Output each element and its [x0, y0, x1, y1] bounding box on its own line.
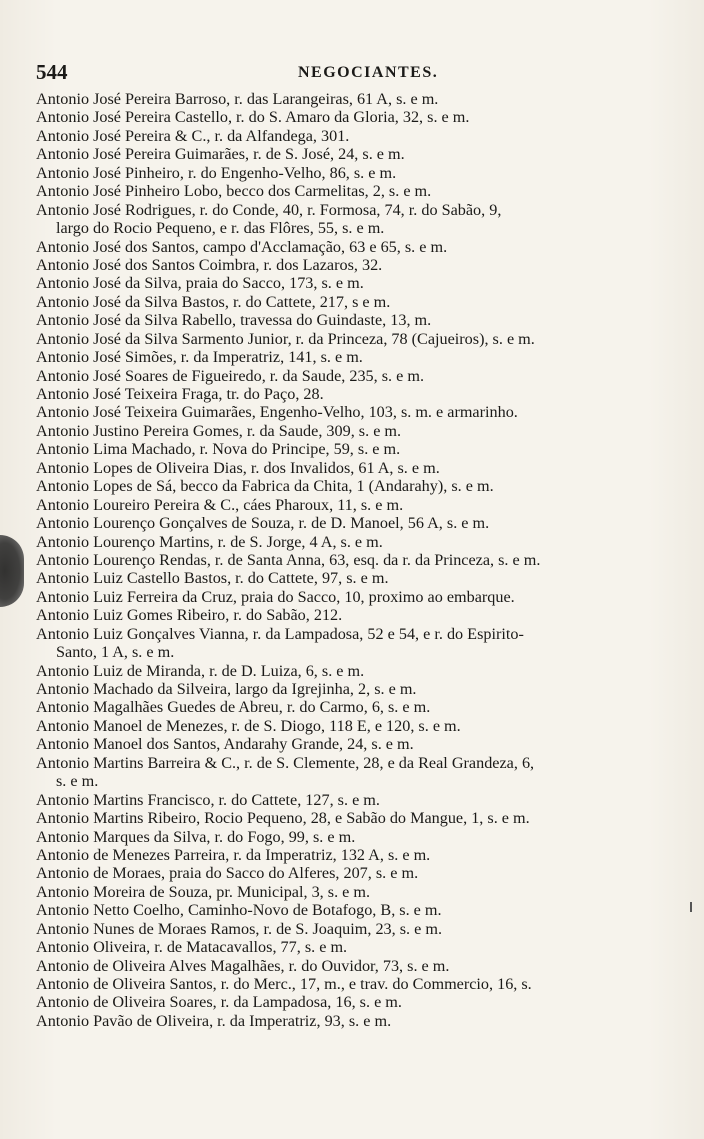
merchant-entry — [36, 809, 684, 827]
merchant-entry — [36, 846, 684, 864]
merchant-entry — [36, 828, 684, 846]
merchant-entry — [36, 864, 684, 882]
merchant-entry — [36, 385, 684, 403]
merchant-entry — [36, 496, 684, 514]
entry-line: Antonio Manoel de Menezes, r. de S. Diogo, 118 E, e 120, s. e m. — [36, 716, 461, 735]
merchant-entry — [36, 533, 684, 551]
entry-line: Antonio de Oliveira Santos, r. do Merc., 17, m., e trav. do Commercio, 16, s. — [36, 975, 532, 993]
merchant-entry — [36, 791, 684, 809]
merchant-entry — [36, 348, 684, 366]
entry-line: Antonio Martins Barreira & C., r. de S. Clemente, 28, e da Real Grandeza, 6, — [36, 753, 535, 772]
entry-line: Antonio José Pereira Barroso, r. das Larangeiras, 61 A, s. e m. — [36, 90, 439, 108]
entry-line: Antonio Luiz de Miranda, r. de D. Luiza, 6, s. e m. — [36, 661, 365, 680]
merchant-entry — [36, 975, 684, 993]
entry-line: Antonio José dos Santos Coimbra, r. dos Lazaros, 32. — [36, 255, 383, 274]
entry-line: Antonio José Pereira & C., r. da Alfandega, 301. — [36, 126, 350, 145]
merchant-entry — [36, 182, 684, 200]
entry-line: Antonio Martins Francisco, r. do Cattete, 127, s. e m. — [36, 790, 380, 809]
entry-line: Antonio Lourenço Rendas, r. de Santa Anna, 63, esq. da r. da Princeza, s. e m. — [36, 550, 541, 569]
entry-line: Antonio Luiz Castello Bastos, r. do Cattete, 97, s. e m. — [36, 569, 389, 588]
entry-line: Antonio José da Silva Bastos, r. do Cattete, 217, s e m. — [36, 292, 391, 311]
entry-line: Antonio Luiz Ferreira da Cruz, praia do Sacco, 10, proximo ao embarque. — [36, 587, 515, 606]
merchant-entry — [36, 256, 684, 274]
merchant-entry — [36, 440, 684, 458]
merchant-entry — [36, 551, 684, 569]
merchant-entry — [36, 717, 684, 735]
merchant-entry — [36, 938, 684, 956]
entry-line: Antonio José Pinheiro, r. do Engenho-Velho, 86, s. e m. — [36, 163, 397, 182]
entry-line: Antonio Lima Machado, r. Nova do Principe, 59, s. e m. — [36, 440, 401, 459]
merchant-entry — [36, 127, 684, 145]
binding-hole-mark — [0, 535, 24, 607]
entry-line: Antonio Pavão de Oliveira, r. da Imperatriz, 93, s. e m. — [36, 1011, 392, 1030]
merchant-entry — [36, 901, 684, 919]
entry-line: Antonio Magalhães Guedes de Abreu, r. do Carmo, 6, s. e m. — [36, 698, 431, 717]
merchant-entry — [36, 993, 684, 1011]
entry-line: Antonio José Rodrigues, r. do Conde, 40, r. Formosa, 74, r. do Sabão, 9, — [36, 200, 502, 219]
merchant-entry — [36, 311, 684, 329]
merchant-entry — [36, 477, 684, 495]
merchant-entry — [36, 569, 684, 587]
merchant-entry — [36, 680, 684, 698]
merchant-entry — [36, 201, 684, 238]
entry-line: Antonio José da Silva, praia do Sacco, 173, s. e m. — [36, 274, 364, 293]
merchant-entry — [36, 514, 684, 532]
merchant-entry — [36, 606, 684, 624]
merchant-entry — [36, 625, 684, 662]
entry-line: Antonio Nunes de Moraes Ramos, r. de S. Joaquim, 23, s. e m. — [36, 919, 442, 938]
entry-line: Antonio José Pereira Guimarães, r. de S. José, 24, s. e m. — [36, 145, 405, 164]
entry-continuation-line: s. e m. — [56, 772, 99, 791]
entry-line: Antonio Manoel dos Santos, Andarahy Grande, 24, s. e m. — [36, 735, 414, 754]
merchant-entry — [36, 238, 684, 256]
entry-line: Antonio de Oliveira Soares, r. da Lampadosa, 16, s. e m. — [36, 993, 402, 1012]
entry-line: Antonio José Teixeira Fraga, tr. do Paço, 28. — [36, 385, 324, 403]
entry-line: Antonio Justino Pereira Gomes, r. da Saude, 309, s. e m. — [36, 421, 402, 440]
entry-line: Antonio José dos Santos, campo d'Acclamação, 63 e 65, s. e m. — [36, 237, 448, 256]
entry-line: Antonio José Pinheiro Lobo, becco dos Carmelitas, 2, s. e m. — [36, 182, 432, 201]
merchant-entry — [36, 403, 684, 421]
entry-line: Antonio Luiz Gomes Ribeiro, r. do Sabão, 212. — [36, 606, 343, 625]
entry-line: Antonio Loureiro Pereira & C., cáes Pharoux, 11, s. e m. — [36, 495, 404, 514]
merchant-entry — [36, 883, 684, 901]
merchant-entry — [36, 698, 684, 716]
merchant-entry — [36, 422, 684, 440]
entry-line: Antonio Luiz Gonçalves Vianna, r. da Lampadosa, 52 e 54, e r. do Espirito- — [36, 624, 524, 643]
merchant-entry — [36, 330, 684, 348]
page-header — [36, 60, 676, 86]
entry-continuation-line: largo do Rocio Pequeno, e r. das Flôres, 55, s. e m. — [56, 219, 385, 238]
margin-mark — [690, 902, 692, 912]
entry-line: Antonio José Teixeira Guimarães, Engenho-Velho, 103, s. m. e armarinho. — [36, 403, 518, 422]
merchant-list — [36, 90, 684, 1030]
merchant-entry — [36, 459, 684, 477]
entry-line: Antonio Lourenço Gonçalves de Souza, r. de D. Manoel, 56 A, s. e m. — [36, 514, 490, 533]
entry-line: Antonio Oliveira, r. de Matacavallos, 77, s. e m. — [36, 938, 348, 957]
page-number: 544 — [36, 60, 68, 84]
merchant-entry — [36, 145, 684, 163]
entry-line: Antonio Netto Coelho, Caminho-Novo de Botafogo, B, s. e m. — [36, 901, 442, 920]
entry-line: Antonio de Oliveira Alves Magalhães, r. do Ouvidor, 73, s. e m. — [36, 956, 450, 975]
entry-line: Antonio de Menezes Parreira, r. da Imperatriz, 132 A, s. e m. — [36, 845, 431, 864]
merchant-entry — [36, 367, 684, 385]
entry-line: Antonio José da Silva Rabello, travessa do Guindaste, 13, m. — [36, 311, 432, 330]
merchant-entry — [36, 735, 684, 753]
merchant-entry — [36, 274, 684, 292]
merchant-entry — [36, 662, 684, 680]
entry-line: Antonio Lourenço Martins, r. de S. Jorge, 4 A, s. e m. — [36, 532, 383, 551]
entry-line: Antonio José da Silva Sarmento Junior, r. da Princeza, 78 (Cajueiros), s. e m. — [36, 329, 535, 348]
entry-line: Antonio José Pereira Castello, r. do S. Amaro da Gloria, 32, s. e m. — [36, 108, 470, 127]
entry-line: Antonio de Moraes, praia do Sacco do Alferes, 207, s. e m. — [36, 864, 419, 883]
entry-line: Antonio Lopes de Oliveira Dias, r. dos Invalidos, 61 A, s. e m. — [36, 458, 440, 477]
merchant-entry — [36, 108, 684, 126]
entry-line: Antonio Moreira de Souza, pr. Municipal, 3, s. e m. — [36, 882, 371, 901]
merchant-entry — [36, 90, 684, 108]
entry-line: Antonio Lopes de Sá, becco da Fabrica da Chita, 1 (Andarahy), s. e m. — [36, 477, 494, 496]
merchant-entry — [36, 164, 684, 182]
merchant-entry — [36, 754, 684, 791]
entry-line: Antonio José Simões, r. da Imperatriz, 141, s. e m. — [36, 348, 363, 367]
entry-continuation-line: Santo, 1 A, s. e m. — [56, 643, 175, 662]
running-title: NEGOCIANTES. — [298, 64, 439, 81]
merchant-entry — [36, 957, 684, 975]
merchant-entry — [36, 920, 684, 938]
merchant-entry — [36, 293, 684, 311]
entry-line: Antonio José Soares de Figueiredo, r. da Saude, 235, s. e m. — [36, 366, 424, 385]
merchant-entry — [36, 588, 684, 606]
entry-line: Antonio Marques da Silva, r. do Fogo, 99, s. e m. — [36, 827, 356, 846]
entry-line: Antonio Machado da Silveira, largo da Igrejinha, 2, s. e m. — [36, 680, 417, 698]
merchant-entry — [36, 1012, 684, 1030]
entry-line: Antonio Martins Ribeiro, Rocio Pequeno, 28, e Sabão do Mangue, 1, s. e m. — [36, 809, 530, 828]
